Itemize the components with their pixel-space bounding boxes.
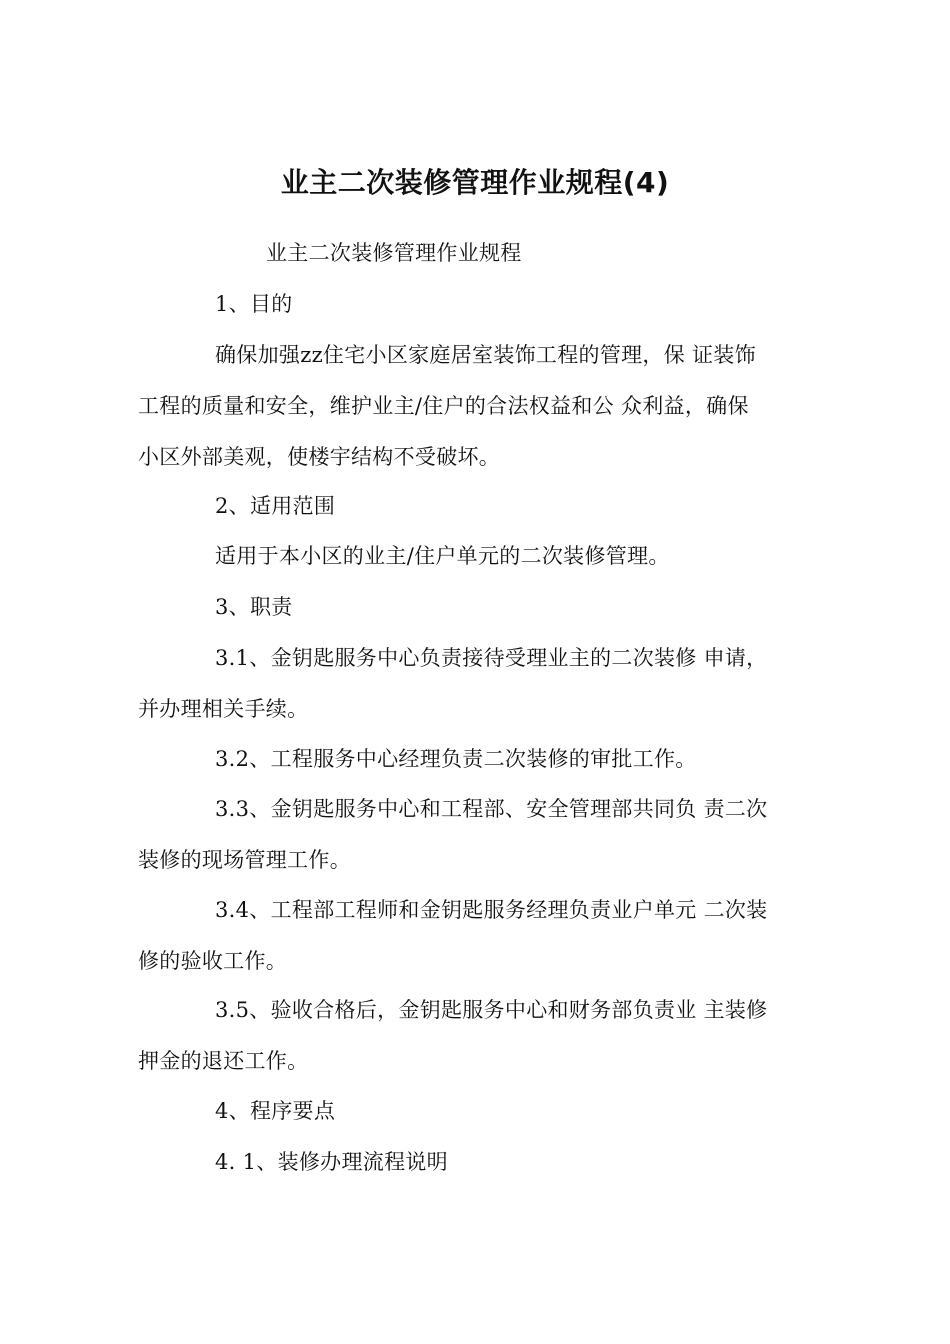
paragraph-purpose bbox=[138, 330, 830, 483]
paragraph-line: 适用于本小区的业主/住户单元的二次装修管理。 bbox=[215, 544, 670, 568]
paragraph-line: 修的验收工作。 bbox=[138, 949, 288, 973]
section-heading-scope bbox=[138, 481, 907, 532]
paragraph-line: 3.5、验收合格后，金钥匙服务中心和财务部负责业 主装修 bbox=[215, 998, 768, 1022]
subtitle-line: 业主二次装修管理作业规程 bbox=[266, 241, 522, 265]
paragraph-line: 工程的质量和安全，维护业主/住户的合法权益和公 众利益，确保 bbox=[138, 394, 749, 418]
paragraph-line: 3.4、工程部工程师和金钥匙服务经理负责业户单元 二次装 bbox=[215, 898, 768, 922]
paragraph-line: 4、程序要点 bbox=[215, 1099, 336, 1123]
paragraph-duty-3-5 bbox=[138, 985, 830, 1087]
paragraph-line: 3.2、工程服务中心经理负责二次装修的审批工作。 bbox=[215, 747, 697, 771]
paragraph-line: 3.3、金钥匙服务中心和工程部、安全管理部共同负 责二次 bbox=[215, 797, 768, 821]
paragraph-line: 装修的现场管理工作。 bbox=[138, 848, 351, 872]
paragraph-scope bbox=[138, 531, 830, 582]
section-heading-purpose bbox=[138, 279, 907, 330]
paragraph-line: 确保加强zz住宅小区家庭居室装饰工程的管理，保 证装饰 bbox=[215, 343, 756, 367]
subsection-heading-4-1 bbox=[138, 1137, 907, 1188]
paragraph-duty-3-1 bbox=[138, 633, 830, 735]
paragraph-line: 并办理相关手续。 bbox=[138, 697, 309, 721]
paragraph-line: 1、目的 bbox=[215, 292, 293, 316]
section-heading-duties bbox=[138, 582, 907, 633]
paragraph-line: 押金的退还工作。 bbox=[138, 1049, 309, 1073]
paragraph-line: 小区外部美观，使楼宇结构不受破坏。 bbox=[138, 445, 501, 469]
paragraph-line: 3、职责 bbox=[215, 595, 293, 619]
paragraph-line: 4. 1、装修办理流程说明 bbox=[215, 1150, 448, 1174]
paragraph-line: 2、适用范围 bbox=[215, 494, 336, 518]
paragraph-duty-3-3 bbox=[138, 784, 830, 886]
paragraph-duty-3-2 bbox=[138, 734, 830, 785]
paragraph-line: 3.1、金钥匙服务中心负责接待受理业主的二次装修 申请， bbox=[215, 646, 768, 670]
document-title: 业主二次装修管理作业规程(4) bbox=[280, 166, 670, 199]
paragraph-duty-3-4 bbox=[138, 885, 830, 987]
section-heading-procedure bbox=[138, 1086, 907, 1137]
document-subtitle bbox=[138, 228, 950, 279]
